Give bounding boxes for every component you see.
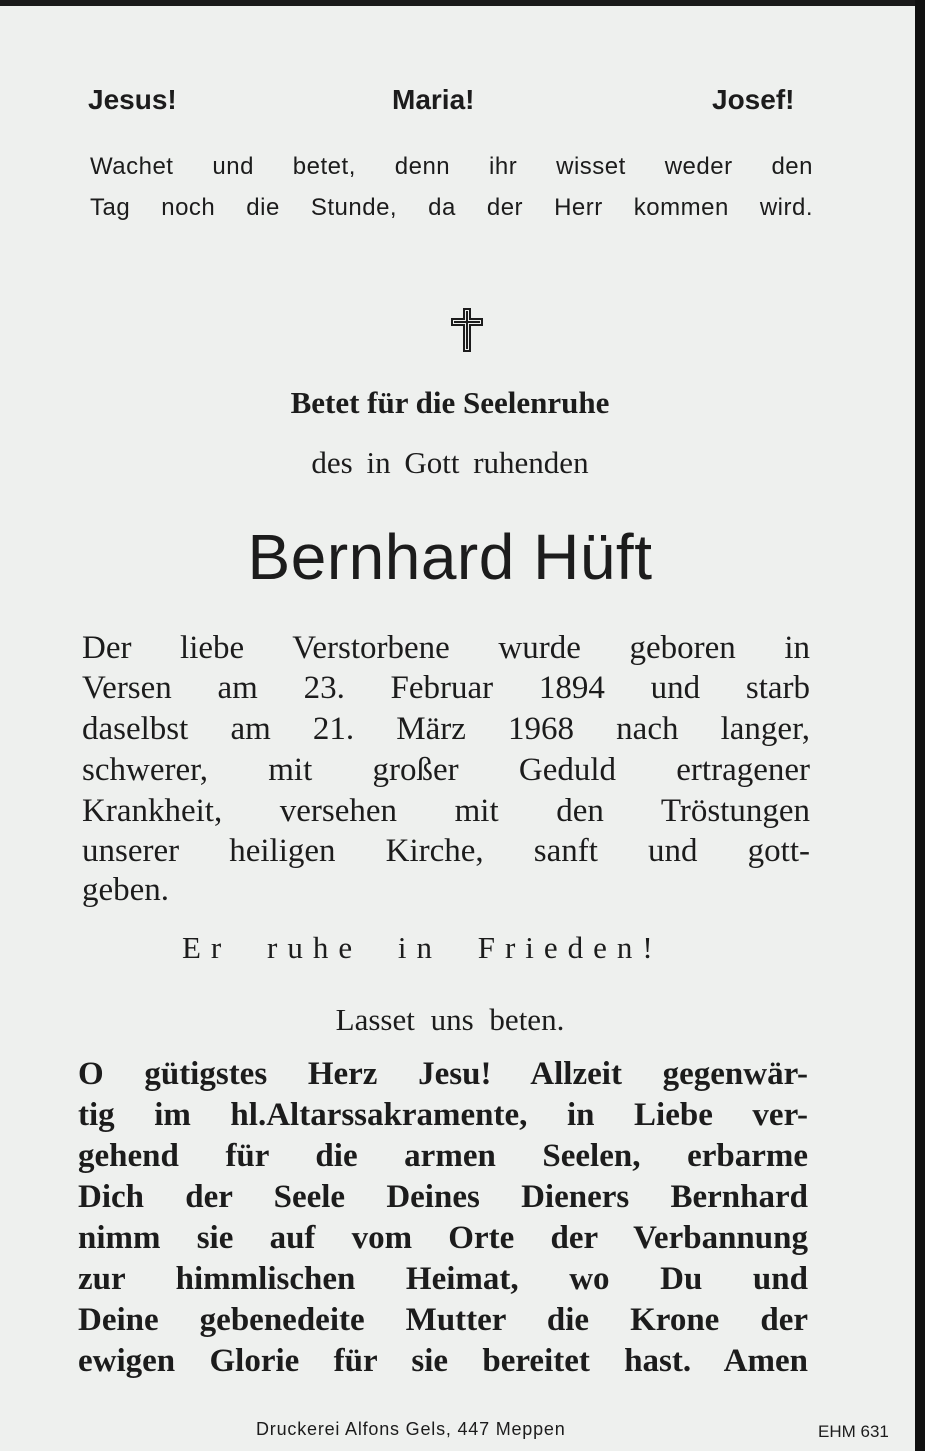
- invocation-jesus: Jesus!: [88, 84, 177, 115]
- right-border: [915, 0, 925, 1451]
- lasset-heading: Lasset uns beten.: [335, 1002, 565, 1037]
- biography-line-1: Der liebe Verstorbene wurde geboren in: [82, 630, 810, 666]
- prayer-line-7: Deine gebenedeite Mutter die Krone der: [78, 1302, 808, 1338]
- card-code: EHM 631: [818, 1422, 889, 1441]
- biography-line-5: Krankheit, versehen mit den Tröstungen: [82, 793, 810, 829]
- prayer-line-2: tig im hl.Altarssakramente, in Liebe ver-: [78, 1097, 808, 1133]
- biography-line-4: schwerer, mit großer Geduld ertragener: [82, 752, 810, 788]
- latin-cross-icon: [448, 306, 486, 354]
- prayer-line-3: gehend für die armen Seelen, erbarme: [78, 1138, 808, 1174]
- verse-line-1: Wachet und betet, denn ihr wisset weder den: [90, 153, 813, 180]
- biography-line-3: daselbst am 21. März 1968 nach langer,: [82, 711, 810, 747]
- rest-in-peace: Er ruhe in Frieden!: [182, 930, 663, 965]
- biography-line-7: geben.: [82, 872, 170, 908]
- top-border: [0, 0, 925, 6]
- deceased-name: Bernhard Hüft: [247, 521, 653, 593]
- intro-line: des in Gott ruhenden: [311, 445, 589, 480]
- biography-line-2: Versen am 23. Februar 1894 und starb: [82, 670, 810, 706]
- prayer-line-5: nimm sie auf vom Orte der Verbannung: [78, 1220, 808, 1256]
- prayer-line-4: Dich der Seele Deines Dieners Bernhard: [78, 1179, 808, 1215]
- prayer-line-6: zur himmlischen Heimat, wo Du und: [78, 1261, 808, 1297]
- invocation-josef: Josef!: [712, 84, 795, 115]
- prayer-line-1: O gütigstes Herz Jesu! Allzeit gegenwär-: [78, 1056, 808, 1092]
- printer-imprint: Druckerei Alfons Gels, 447 Meppen: [256, 1419, 566, 1439]
- invocation-maria: Maria!: [392, 84, 475, 115]
- verse-line-2: Tag noch die Stunde, da der Herr kommen wird.: [90, 194, 813, 221]
- pray-heading: Betet für die Seelenruhe: [290, 385, 610, 420]
- prayer-line-8: ewigen Glorie für sie bereitet hast. Amen: [78, 1343, 808, 1379]
- biography-line-6: unserer heiligen Kirche, sanft und gott-: [82, 833, 810, 869]
